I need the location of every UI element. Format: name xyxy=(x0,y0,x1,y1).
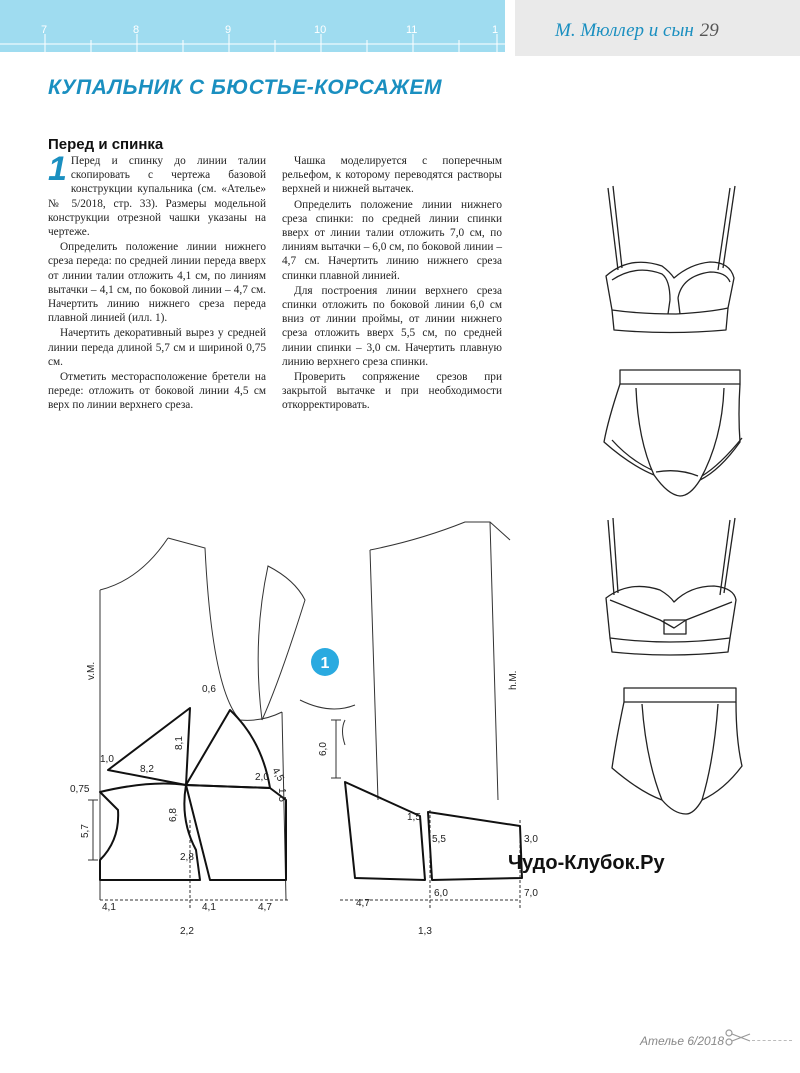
text-column-1 xyxy=(48,150,266,414)
dropcap: 1 xyxy=(48,150,67,188)
measurement-label: 8,1 xyxy=(174,736,185,750)
article-title: КУПАЛЬНИК С БЮСТЬЕ-КОРСАЖЕМ xyxy=(48,76,443,99)
measurement-label: 4,5 xyxy=(269,766,286,784)
paragraph: Определить положение линии нижнего среза спинки: по средней линии спинки вверх от линии талии отложить 7,0 см, по линиям вытачки – 6,0 см, по боковой линии – 4,7 см. Начертить линию нижнего среза спинки плавной линией. xyxy=(282,198,502,282)
page-number: 29 xyxy=(699,20,719,41)
bottoms-back-sketch xyxy=(612,688,742,814)
measurement-label: 4,7 xyxy=(356,898,370,909)
paragraph-text: Перед и спинку до линии талии скопировать с чертежа базовой конструкции купальника (см. «Ателье» № 5/2018, стр. 33). Размеры модельной конструкции отрезной чашки указаны на чертеже. xyxy=(48,155,266,239)
bustier-front-sketch xyxy=(606,186,735,333)
illustration-badge-number: 1 xyxy=(320,655,330,672)
back-panel-left xyxy=(345,782,425,880)
measurement-label: 1,3 xyxy=(418,926,432,937)
section-heading: Перед и спинка xyxy=(48,136,164,153)
measurement-label: 1,0 xyxy=(100,754,114,765)
front-center-label: v.M. xyxy=(86,661,97,680)
brand-name: М. Мюллер и сын xyxy=(555,20,694,41)
back-base-outline xyxy=(300,522,520,910)
bustier-back-sketch xyxy=(606,518,736,655)
front-side-panel xyxy=(186,785,286,880)
measurement-label: 0,6 xyxy=(202,684,216,695)
bottoms-front-sketch xyxy=(604,370,742,496)
top-ruler xyxy=(0,0,505,52)
paragraph: Проверить сопряжение срезов при закрытой вытачке и при необходимости откорректировать. xyxy=(282,371,502,412)
scissors-icon xyxy=(724,1028,754,1048)
paragraph: Для построения линии верхнего среза спинки отложить по боковой линии 6,0 см вниз от линии проймы, от линии нижнего среза отложить вверх 5,5 см, по средней линии спинки – 3,0 см. Начертить плавную линию верхнего среза спинки. xyxy=(282,284,502,368)
text-column-2 xyxy=(282,154,502,414)
measurement-label: 2,0 xyxy=(255,772,269,783)
measurement-label: 2,8 xyxy=(180,852,194,863)
measurement-label: 2,2 xyxy=(180,926,194,937)
measurement-label: 5,7 xyxy=(80,824,91,838)
measurement-label: 7,0 xyxy=(524,888,538,899)
paragraph: Чашка моделируется с поперечным рельефом, к которому переводятся растворы верхней и нижней вытачек. xyxy=(282,155,502,196)
header-brand xyxy=(555,20,719,42)
paragraph: Определить положение линии нижнего среза переда: по средней линии переда вверх от линии талии отложить 4,1 см, по линиям вытачки – 4,1 см, по боковой линии – 4,7 см. Начертить линию нижнего среза переда плавной линией (илл. 1). xyxy=(48,241,266,325)
measurement-label: 6,0 xyxy=(434,888,448,899)
swimsuit-sketches xyxy=(590,180,750,830)
paragraph xyxy=(48,150,266,239)
measurement-label: 6,8 xyxy=(168,808,179,822)
ruler-number: 10 xyxy=(314,24,327,36)
ruler-number: 11 xyxy=(406,24,418,36)
watermark: Чудо-Клубок.Ру xyxy=(508,852,665,874)
front-lower-panel xyxy=(100,784,200,880)
measurement-label: 4,7 xyxy=(258,902,272,913)
measurement-label: 1,5 xyxy=(276,788,287,802)
measurement-label: 4,1 xyxy=(102,902,116,913)
measurement-label: 8,2 xyxy=(140,764,154,775)
paragraph: Начертить декоративный вырез у средней линии переда длиной 5,7 см и шириной 0,75 см. xyxy=(48,327,266,368)
cut-line xyxy=(752,1040,792,1041)
ruler-number: 8 xyxy=(133,24,140,36)
footer-issue: Ателье 6/2018 xyxy=(640,1034,725,1048)
ruler-ticks xyxy=(0,0,505,52)
ruler-number: 9 xyxy=(225,24,232,36)
measurement-label: 3,0 xyxy=(524,834,538,845)
ruler-number: 7 xyxy=(41,24,48,36)
measurement-label: 5,5 xyxy=(432,834,446,845)
back-center-label: h.M. xyxy=(508,670,519,690)
paragraph: Отметить месторасположение бретели на переде: отложить от боковой линии 4,5 см верх по линии верхнего среза. xyxy=(48,371,266,412)
measurement-label: 4,1 xyxy=(202,902,216,913)
measurement-label: 0,75 xyxy=(70,784,90,795)
measurement-label: 6,0 xyxy=(318,742,329,756)
ruler-number: 1 xyxy=(492,24,499,36)
measurement-label: 1,5 xyxy=(407,812,421,823)
pattern-drawing xyxy=(60,520,560,940)
